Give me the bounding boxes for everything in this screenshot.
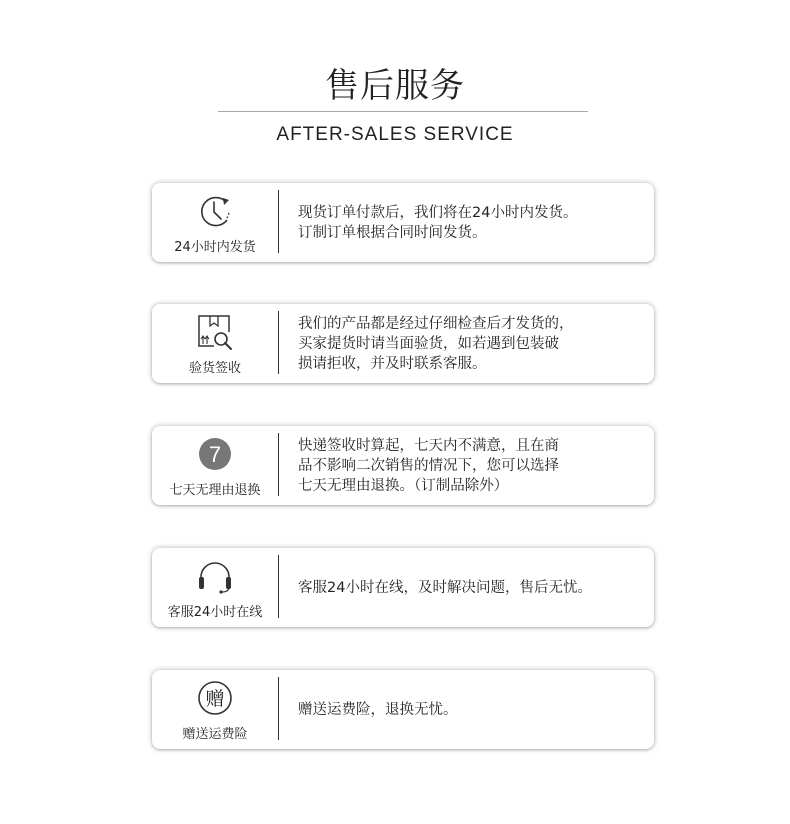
clock-arrow-icon xyxy=(196,192,234,230)
description-line: 赠送运费险，退换无忧。 xyxy=(298,701,458,718)
service-card-inspection xyxy=(152,304,654,383)
description-line: 订制订单根据合同时间发货。 xyxy=(298,224,487,241)
gift-insurance-glyph: 赠 xyxy=(205,688,225,710)
service-card-returns xyxy=(152,426,654,505)
service-label: 24小时内发货 xyxy=(174,240,256,255)
service-description xyxy=(298,670,644,749)
package-inspect-icon xyxy=(196,313,234,351)
service-label: 七天无理由退换 xyxy=(169,483,261,498)
service-description xyxy=(298,304,644,383)
gift-insurance-icon xyxy=(196,679,234,717)
service-description xyxy=(298,183,644,262)
card-divider xyxy=(278,190,279,253)
service-label: 客服24小时在线 xyxy=(167,605,263,620)
description-line: 品不影响二次销售的情况下，您可以选择 xyxy=(298,457,559,474)
card-divider xyxy=(278,311,279,374)
service-label: 赠送运费险 xyxy=(182,727,248,742)
service-label: 验货签收 xyxy=(188,361,241,376)
description-line: 买家提货时请当面验货，如若遇到包装破 xyxy=(298,335,559,352)
seven-days-icon xyxy=(196,435,234,473)
service-card-support xyxy=(152,548,654,627)
description-line: 七天无理由退换。（订制品除外） xyxy=(298,477,509,494)
card-divider xyxy=(278,677,279,740)
service-description xyxy=(298,548,644,627)
card-divider xyxy=(278,555,279,618)
page-title: 售后服务 xyxy=(325,66,465,106)
seven-days-number: 7 xyxy=(208,442,222,467)
description-line: 我们的产品都是经过仔细检查后才发货的， xyxy=(298,315,574,332)
service-card-shipping xyxy=(152,183,654,262)
title-divider xyxy=(218,111,588,112)
description-line: 快递签收时算起，七天内不满意，且在商 xyxy=(298,437,559,454)
description-line: 损请拒收，并及时联系客服。 xyxy=(298,355,487,372)
service-description xyxy=(298,426,644,505)
description-line: 客服24小时在线，及时解决问题，售后无忧。 xyxy=(298,579,592,596)
page-subtitle: AFTER-SALES SERVICE xyxy=(276,124,514,145)
card-divider xyxy=(278,433,279,496)
description-line: 现货订单付款后，我们将在24小时内发货。 xyxy=(298,204,578,221)
service-card-freight-insurance xyxy=(152,670,654,749)
headset-icon xyxy=(196,557,234,595)
